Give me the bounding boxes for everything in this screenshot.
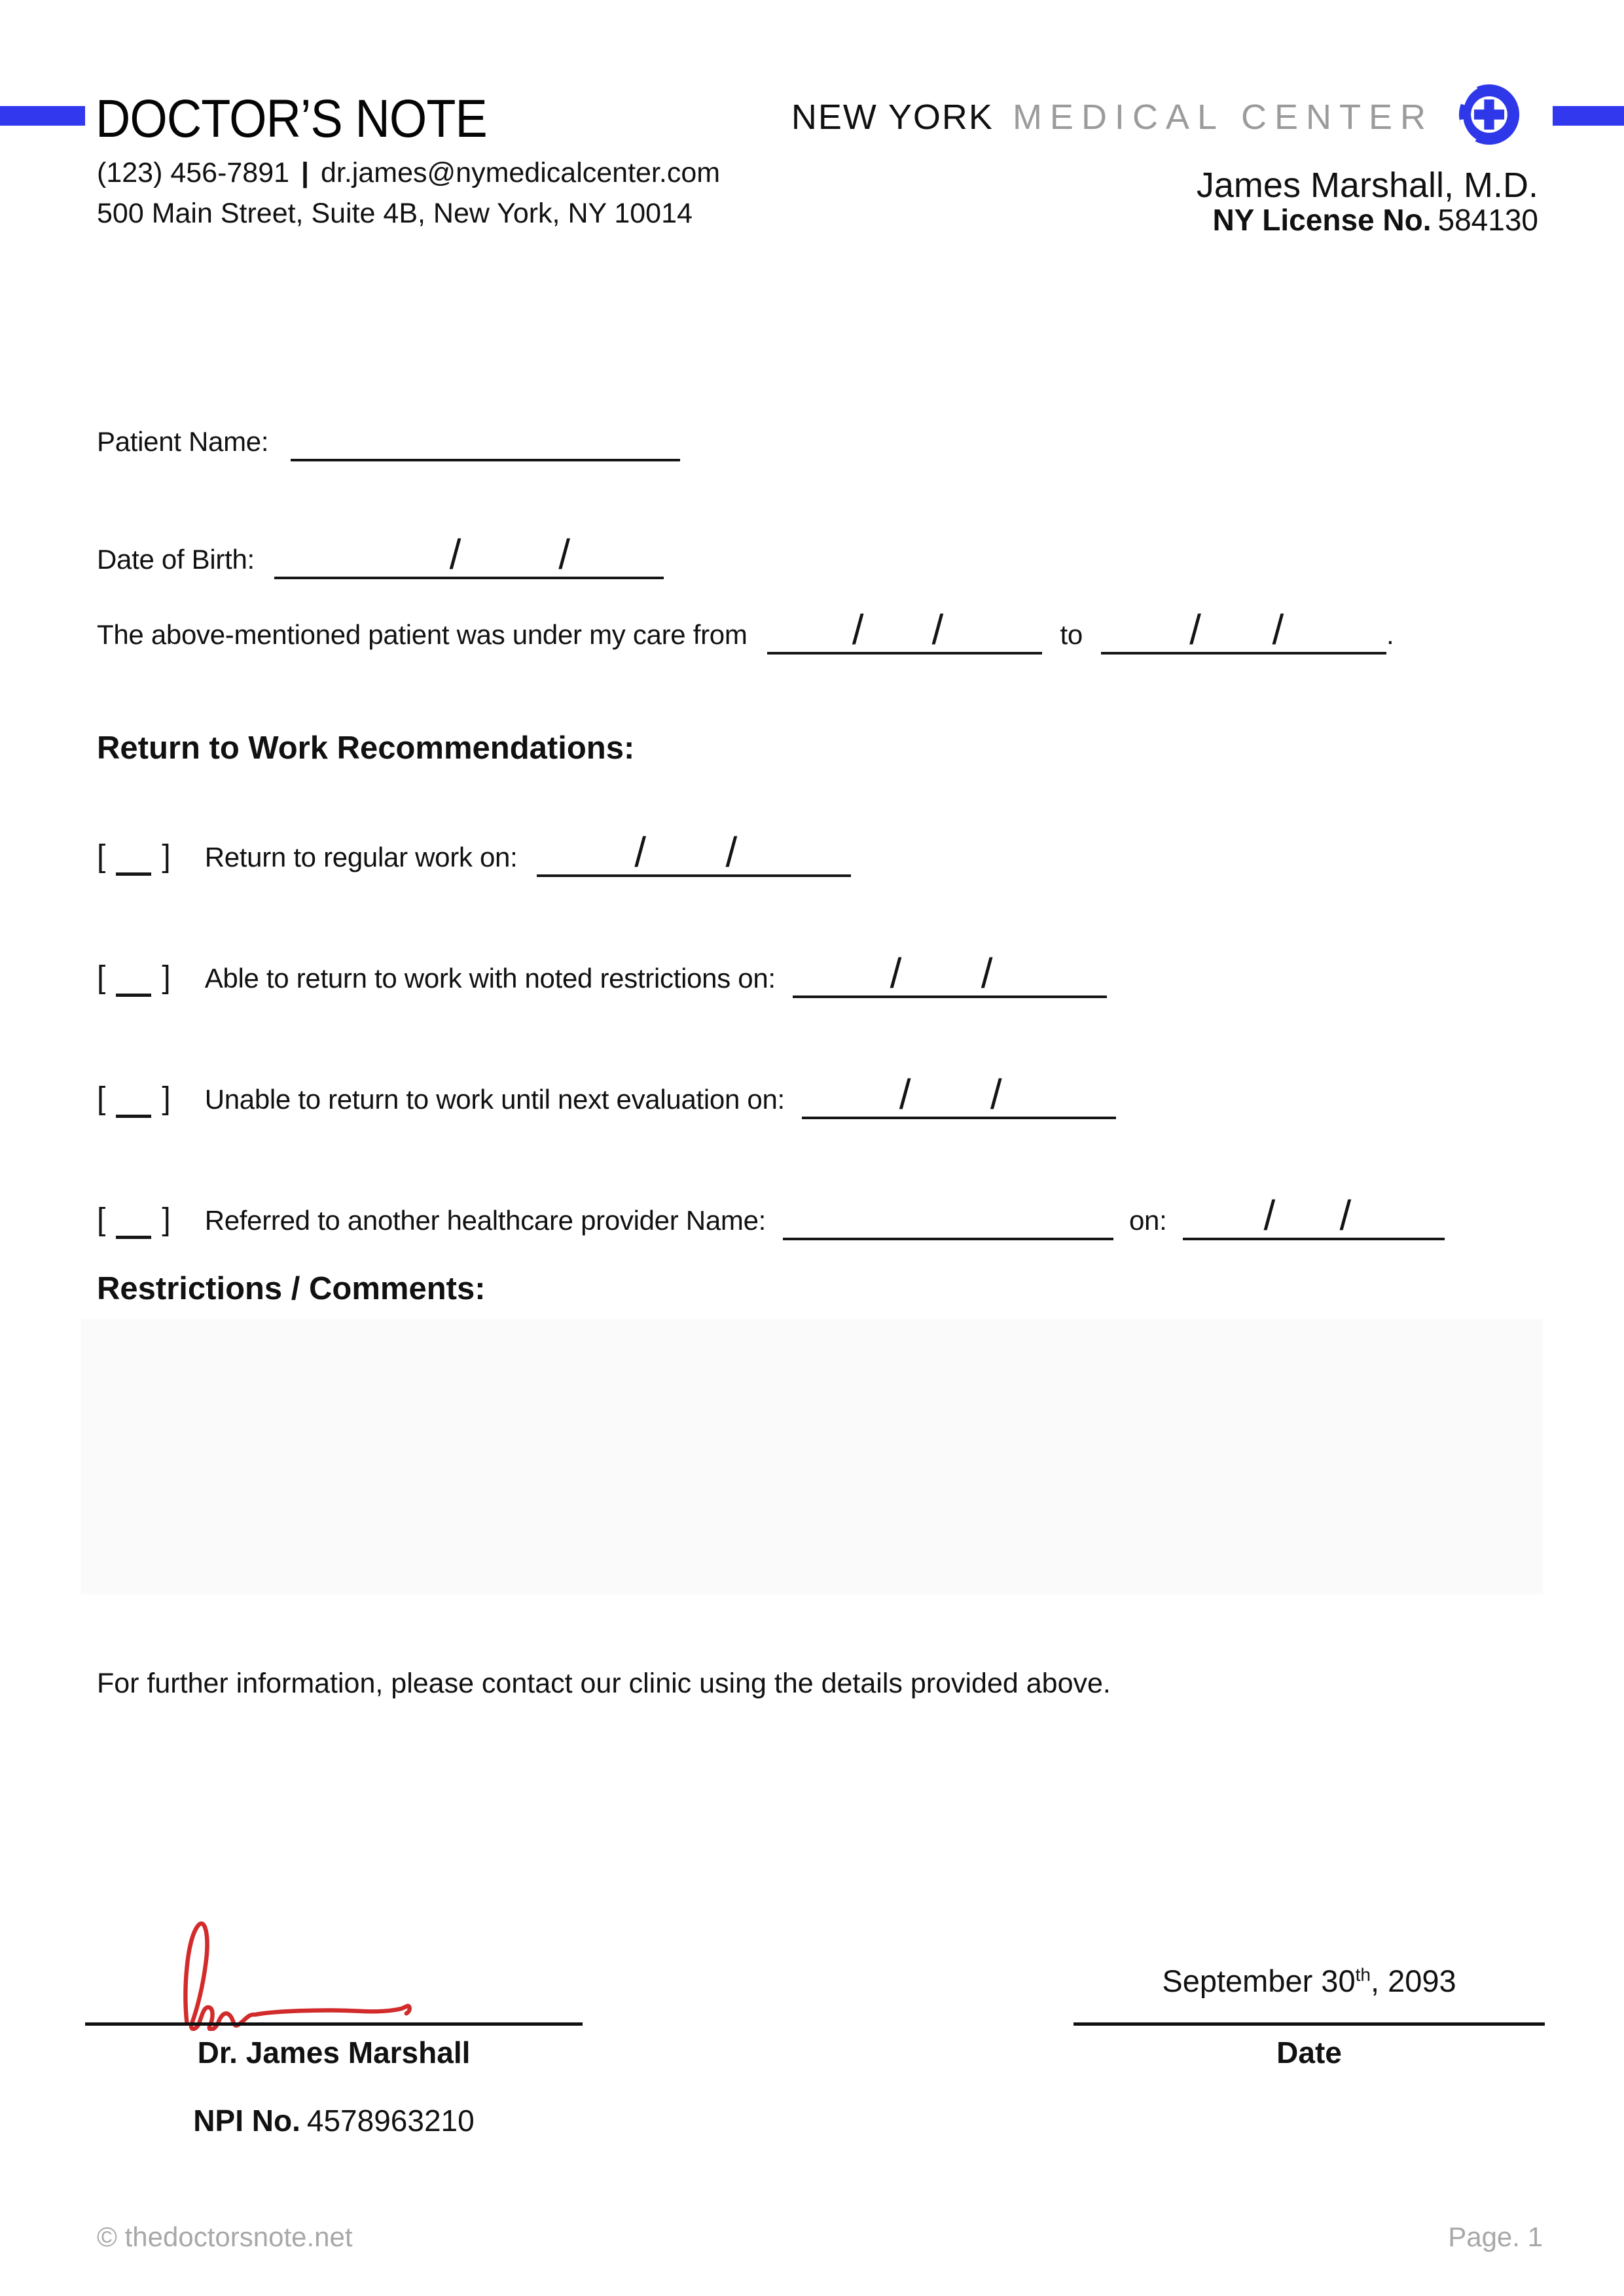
referred-date-field[interactable] (1183, 1181, 1445, 1240)
date-slash: / (634, 829, 646, 876)
checkbox-referred[interactable]: [ ] (97, 1202, 171, 1237)
recommendation-row-3 (97, 1060, 1116, 1119)
date-slash: / (725, 829, 737, 876)
regular-work-date-field[interactable] (537, 818, 851, 877)
next-evaluation-date-field[interactable] (802, 1060, 1116, 1119)
checkbox-blank (116, 1229, 151, 1239)
date-slash: / (890, 950, 902, 997)
clinic-contact-line (97, 159, 720, 187)
recommendation-label: Referred to another healthcare provider Name: (204, 1205, 766, 1236)
date-slash: / (990, 1071, 1002, 1118)
npi-label: NPI No. (193, 2104, 300, 2138)
signer-name: Dr. James Marshall (197, 2036, 471, 2070)
checkbox-regular-work[interactable]: [ ] (97, 839, 171, 874)
date-slash: / (558, 531, 570, 578)
footer-copyright: © thedoctorsnote.net (97, 2221, 353, 2252)
restricted-work-date-field[interactable] (793, 939, 1107, 998)
clinic-phone: (123) 456-7891 (97, 157, 290, 188)
care-sentence-connector: to (1060, 619, 1083, 650)
brand-bar-right (1553, 106, 1624, 126)
referred-on-label: on: (1129, 1205, 1167, 1236)
info-note: For further information, please contact our clinic using the details provided above. (97, 1668, 1111, 1699)
recommendation-row-4 (97, 1181, 1445, 1240)
patient-name-label: Patient Name: (97, 426, 269, 457)
care-to-date-field[interactable] (1101, 596, 1386, 655)
date-slash: / (931, 606, 943, 653)
patient-name-row (97, 403, 680, 461)
signed-date-value: September 30th, 2093 (1162, 1964, 1456, 1998)
recommendation-row-1 (97, 818, 851, 877)
recommendation-label: Return to regular work on: (204, 842, 518, 872)
clinic-address: 500 Main Street, Suite 4B, New York, NY 10014 (97, 198, 693, 229)
clinic-name (791, 99, 1434, 135)
checkbox-blank (116, 866, 151, 876)
license-value: 584130 (1437, 203, 1538, 237)
page-title (96, 89, 530, 149)
patient-name-field[interactable] (291, 403, 680, 461)
doctor-name: James Marshall, M.D. (1196, 166, 1538, 205)
date-slash: / (1263, 1192, 1275, 1239)
date-line (1074, 2022, 1545, 2026)
recommendation-label: Unable to return to work until next evaluation on: (204, 1084, 785, 1115)
date-slash: / (1339, 1192, 1351, 1239)
date-slash: / (899, 1071, 911, 1118)
checkbox-blank (116, 1108, 151, 1118)
npi-line (85, 2106, 583, 2136)
dob-row (97, 520, 664, 579)
date-slash: / (852, 606, 864, 653)
license-label: NY License No. (1212, 203, 1432, 237)
brand-bar-left (0, 106, 85, 126)
date-slash: / (1272, 606, 1284, 653)
care-sentence-prefix: The above-mentioned patient was under my care from (97, 619, 748, 650)
dob-field[interactable] (274, 520, 664, 579)
date-slash: / (449, 531, 461, 578)
clinic-email: dr.james@nymedicalcenter.com (321, 157, 721, 188)
checkbox-blank (116, 987, 151, 997)
checkbox-unable-work[interactable]: [ ] (97, 1081, 171, 1116)
date-slash: / (981, 950, 993, 997)
clinic-name-primary: NEW YORK (791, 98, 994, 137)
comments-box[interactable] (81, 1319, 1543, 1594)
provider-name-field[interactable] (783, 1181, 1113, 1240)
medical-cross-logo-icon (1458, 83, 1521, 146)
page-title-text: DOCTOR’S NOTE (96, 89, 487, 149)
recommendations-heading: Return to Work Recommendations: (97, 730, 635, 766)
care-from-date-field[interactable] (767, 596, 1042, 655)
date-slash: / (1189, 606, 1201, 653)
contact-separator: | (301, 157, 310, 188)
date-ordinal-suffix: th (1355, 1964, 1371, 1985)
clinic-name-secondary: MEDICAL CENTER (1012, 98, 1434, 137)
comments-heading: Restrictions / Comments: (97, 1271, 486, 1306)
npi-value: 4578963210 (306, 2104, 475, 2138)
date-label: Date (1276, 2036, 1342, 2070)
recommendation-row-2 (97, 939, 1107, 998)
dob-label: Date of Birth: (97, 544, 255, 575)
recommendation-label: Able to return to work with noted restrictions on: (204, 963, 776, 994)
signature-line (85, 2022, 583, 2026)
care-period-row (97, 596, 1394, 655)
license-line (1212, 205, 1538, 235)
footer-page-number: Page. 1 (1448, 2221, 1543, 2252)
checkbox-restricted-work[interactable]: [ ] (97, 960, 171, 995)
doctor-signature (167, 1916, 429, 2031)
care-sentence-period: . (1386, 619, 1394, 650)
